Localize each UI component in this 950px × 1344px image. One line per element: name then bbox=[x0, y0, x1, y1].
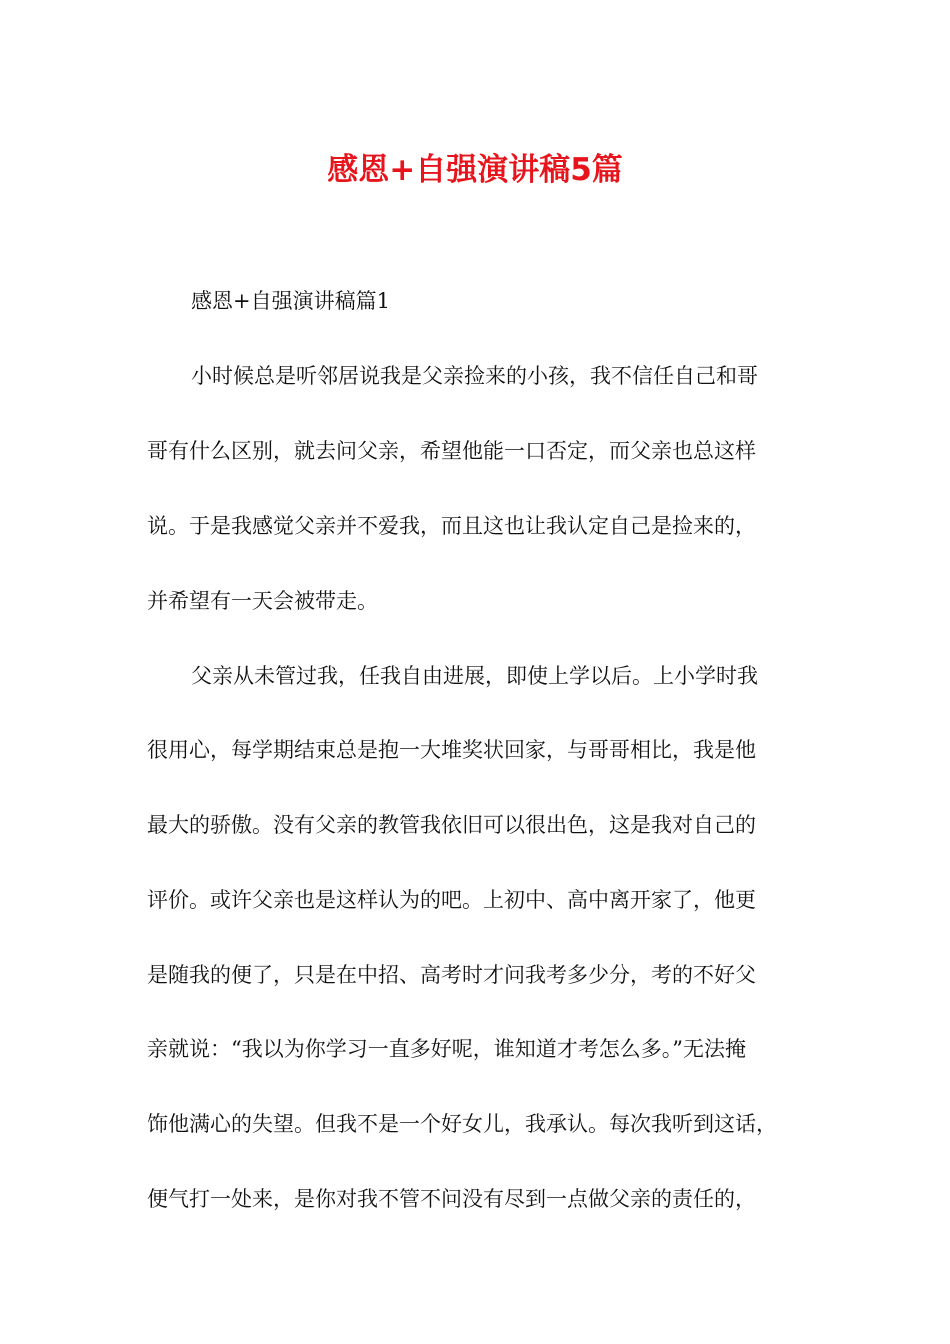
paragraph-1-line-4: 并希望有一天会被带走。 bbox=[147, 589, 378, 613]
paragraph-2-line-1: 父亲从未管过我，任我自由进展，即使上学以后。上小学时我 bbox=[191, 664, 758, 688]
paragraph-1-line-1: 小时候总是听邻居说我是父亲捡来的小孩，我不信任自己和哥 bbox=[191, 364, 758, 388]
paragraph-1-line-3: 说。于是我感觉父亲并不爱我，而且这也让我认定自己是捡来的， bbox=[147, 514, 756, 538]
document-title: 感恩+自强演讲稿5篇 bbox=[327, 152, 623, 188]
paragraph-2-line-4: 评价。或许父亲也是这样认为的吧。上初中、高中离开家了，他更 bbox=[147, 888, 756, 912]
section-heading: 感恩+自强演讲稿篇1 bbox=[191, 289, 390, 313]
paragraph-2-line-5: 是随我的便了，只是在中招、高考时才问我考多少分，考的不好父 bbox=[147, 963, 756, 987]
paragraph-2-line-6: 亲就说：“我以为你学习一直多好呢，谁知道才考怎么多。”无法掩 bbox=[147, 1037, 746, 1061]
paragraph-2-line-2: 很用心，每学期结束总是抱一大堆奖状回家，与哥哥相比，我是他 bbox=[147, 738, 756, 762]
paragraph-2-line-7: 饰他满心的失望。但我不是一个好女儿，我承认。每次我听到这话， bbox=[147, 1112, 777, 1136]
paragraph-1-line-2: 哥有什么区别，就去问父亲，希望他能一口否定，而父亲也总这样 bbox=[147, 439, 756, 463]
paragraph-2-line-3: 最大的骄傲。没有父亲的教管我依旧可以很出色，这是我对自己的 bbox=[147, 813, 756, 837]
paragraph-2-line-8: 便气打一处来，是你对我不管不问没有尽到一点做父亲的责任的， bbox=[147, 1187, 756, 1211]
